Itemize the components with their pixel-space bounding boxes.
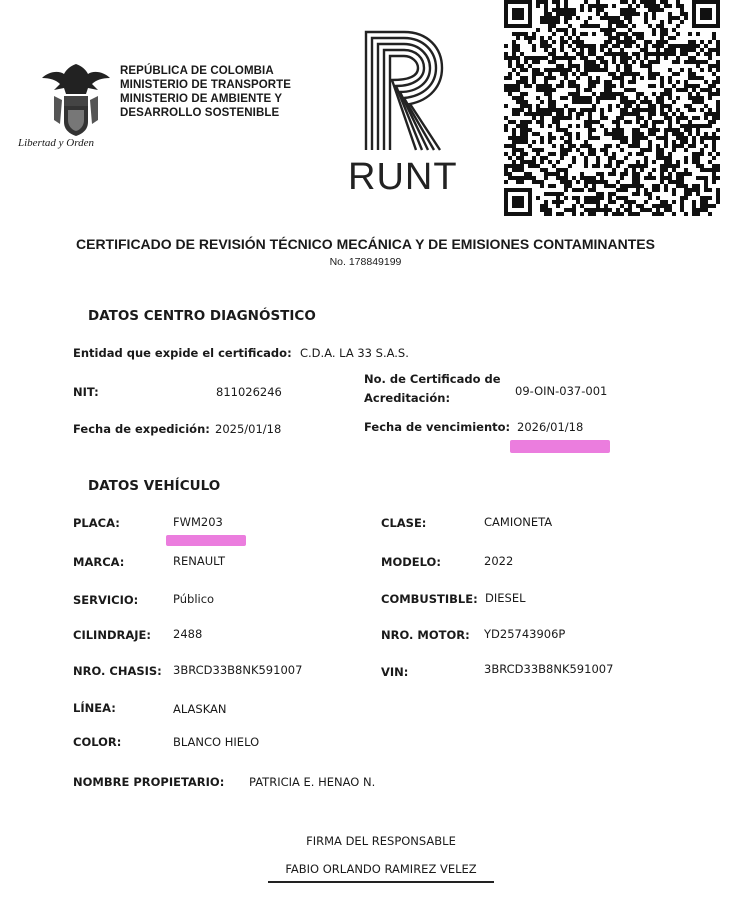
combustible-label: COMBUSTIBLE:: [381, 592, 478, 606]
acreditacion-label: No. de Certificado de Acreditación:: [364, 372, 501, 405]
entidad-value: C.D.A. LA 33 S.A.S.: [300, 346, 409, 360]
highlight-mark: [510, 440, 610, 453]
marca-label: MARCA:: [73, 555, 125, 569]
acreditacion-value: 09-OIN-037-001: [515, 384, 608, 398]
motto-text: Libertad y Orden: [18, 137, 94, 149]
propietario-label: NOMBRE PROPIETARIO:: [73, 775, 225, 789]
entidad-label: Entidad que expide el certificado:: [73, 346, 292, 360]
section-heading-vehiculo: DATOS VEHÍCULO: [88, 478, 221, 494]
chasis-value: 3BRCD33B8NK591007: [173, 663, 303, 677]
motor-label: NRO. MOTOR:: [381, 628, 470, 642]
nit-value: 811026246: [216, 385, 282, 399]
clase-value: CAMIONETA: [484, 515, 553, 529]
vin-value: 3BRCD33B8NK591007: [484, 662, 614, 676]
color-label: COLOR:: [73, 735, 122, 749]
brand-wordmark: RUNT: [348, 156, 458, 198]
expedicion-value: 2025/01/18: [215, 422, 282, 436]
document-title: CERTIFICADO DE REVISIÓN TÉCNICO MECÁNICA Y DE EMISIONES CONTAMINANTES: [76, 236, 655, 252]
chasis-label: NRO. CHASIS:: [73, 664, 162, 678]
ministry-line: MINISTERIO DE AMBIENTE Y: [120, 93, 283, 105]
signature-name: FABIO ORLANDO RAMIREZ VELEZ: [285, 862, 477, 876]
servicio-label: SERVICIO:: [73, 593, 139, 607]
certificate-number: No. 178849199: [329, 256, 402, 268]
ministry-line: REPÚBLICA DE COLOMBIA: [120, 65, 274, 77]
qr-code-icon: [504, 0, 720, 216]
combustible-value: DIESEL: [485, 591, 526, 605]
servicio-value: Público: [173, 592, 215, 606]
linea-label: LÍNEA:: [73, 701, 116, 715]
signature-label: FIRMA DEL RESPONSABLE: [306, 834, 456, 848]
propietario-value: PATRICIA E. HENAO N.: [249, 775, 376, 789]
placa-label: PLACA:: [73, 516, 120, 530]
ministry-line: DESARROLLO SOSTENIBLE: [120, 107, 280, 119]
cilindraje-value: 2488: [173, 627, 203, 641]
clase-label: CLASE:: [381, 516, 427, 530]
section-heading-centro: DATOS CENTRO DIAGNÓSTICO: [88, 308, 316, 324]
color-value: BLANCO HIELO: [173, 735, 260, 749]
modelo-value: 2022: [484, 554, 514, 568]
coat-of-arms-icon: [40, 60, 112, 140]
ministry-line: MINISTERIO DE TRANSPORTE: [120, 79, 292, 91]
vencimiento-label: Fecha de vencimiento:: [364, 420, 511, 434]
nit-label: NIT:: [73, 385, 99, 399]
linea-value: ALASKAN: [173, 702, 227, 716]
highlight-mark: [166, 535, 246, 546]
vin-label: VIN:: [381, 665, 409, 679]
motor-value: YD25743906P: [484, 627, 566, 641]
vencimiento-value: 2026/01/18: [517, 420, 584, 434]
ministry-header: [120, 64, 291, 120]
qr-code: [504, 0, 720, 216]
signature-line: [268, 881, 494, 883]
placa-value: FWM203: [173, 515, 223, 529]
expedicion-label: Fecha de expedición:: [73, 422, 210, 436]
modelo-label: MODELO:: [381, 555, 441, 569]
runt-logo-icon: [360, 26, 450, 154]
cilindraje-label: CILINDRAJE:: [73, 628, 151, 642]
marca-value: RENAULT: [173, 554, 225, 568]
